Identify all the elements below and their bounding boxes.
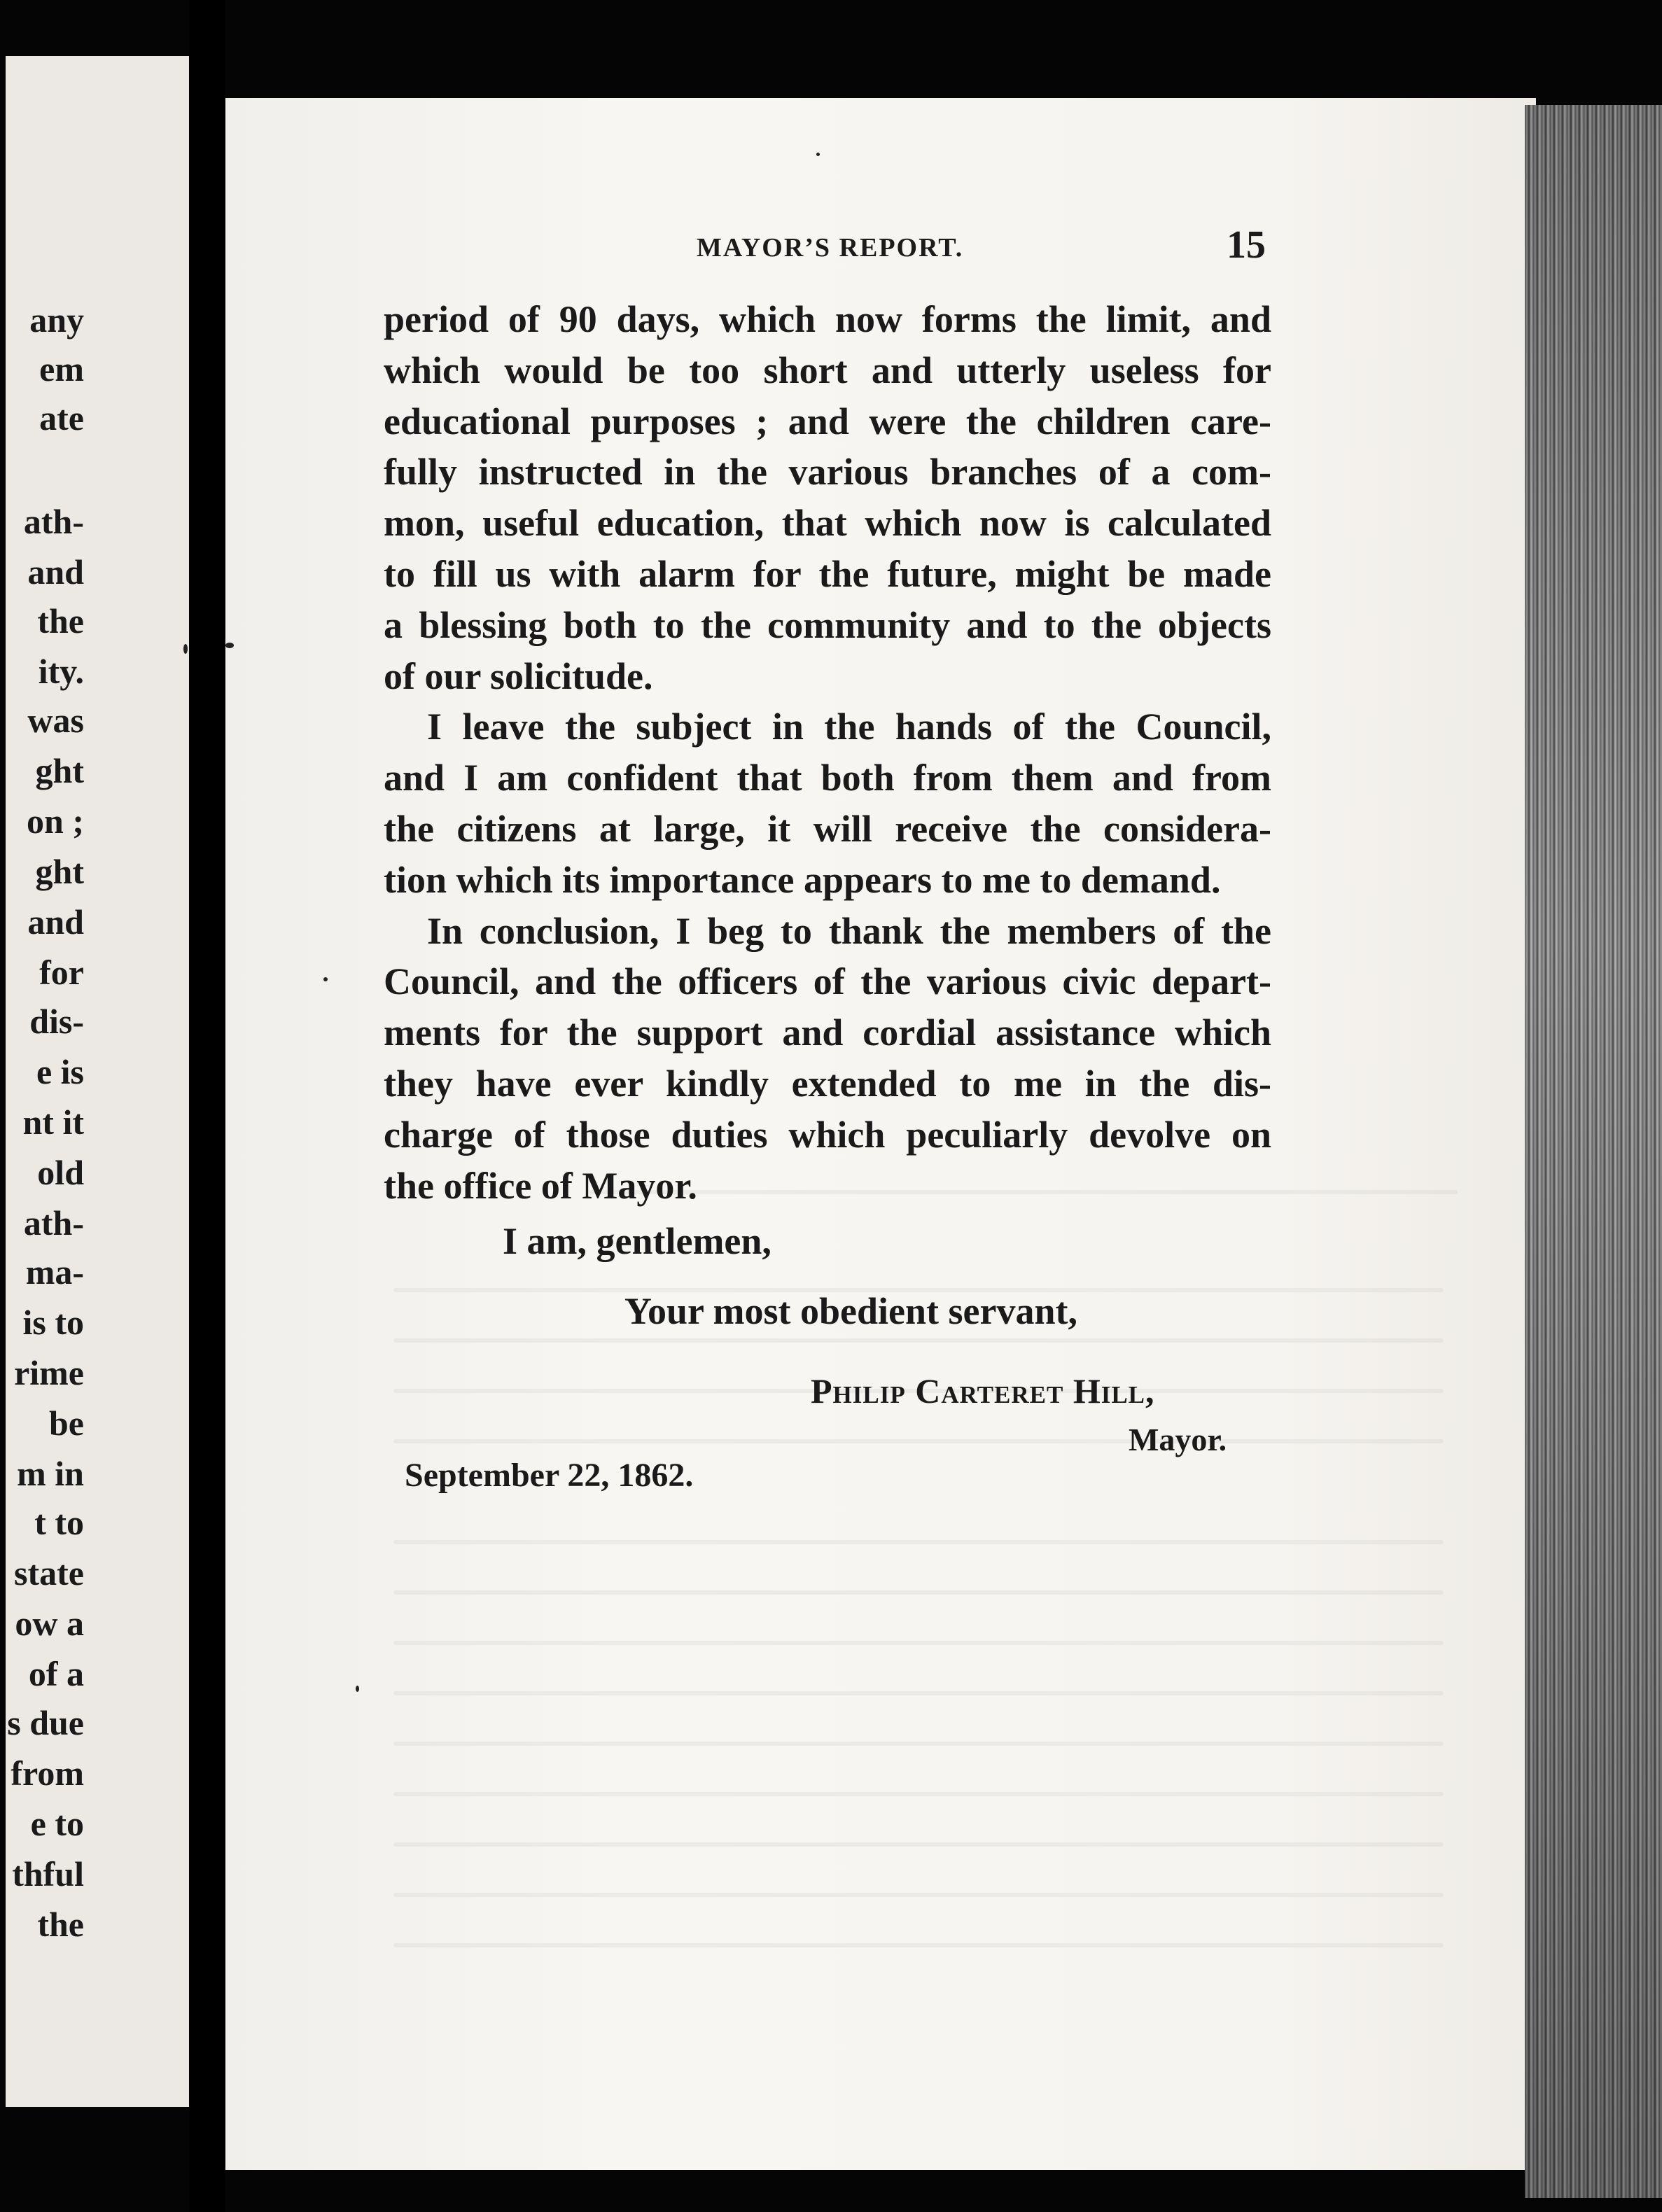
- left-fragment: ate: [39, 398, 84, 438]
- left-fragment: is to: [22, 1303, 84, 1342]
- text-line: to fill us with alarm for the future, might be made: [384, 552, 1271, 595]
- left-fragment: the: [37, 1905, 84, 1944]
- date-line: September 22, 1862.: [405, 1457, 694, 1494]
- left-fragment: the: [37, 601, 84, 640]
- page-number: 15: [1227, 223, 1266, 267]
- text-line: I leave the subject in the hands of the Council,: [427, 706, 1271, 748]
- text-line: of our solicitude.: [384, 654, 653, 697]
- body-text: [384, 294, 1271, 1211]
- margin-speck: [323, 977, 328, 981]
- left-fragment: e to: [30, 1804, 84, 1843]
- left-fragment: from: [11, 1754, 84, 1793]
- valediction: Your most obedient servant,: [624, 1290, 1077, 1332]
- text-line: ments for the support and cordial assistance which: [384, 1011, 1271, 1054]
- left-fragment: was: [27, 701, 84, 740]
- text-line: educational purposes ; and were the children care-: [384, 400, 1271, 442]
- text-line: In conclusion, I beg to thank the members of the: [427, 909, 1271, 952]
- text-line: fully instructed in the various branches of a com-: [384, 451, 1271, 493]
- text-line: the office of Mayor.: [384, 1164, 697, 1207]
- facing-page: [6, 56, 189, 2107]
- page-edge-shadow: [1525, 105, 1662, 2198]
- left-fragment: ath-: [23, 1203, 84, 1242]
- left-fragment: e is: [36, 1052, 84, 1091]
- signature-name: Philip Carteret Hill,: [811, 1371, 1155, 1410]
- left-fragment: ity.: [38, 652, 84, 691]
- margin-speck: [816, 153, 820, 156]
- left-fragment: for: [39, 953, 84, 992]
- text-line: mon, useful education, that which now is calculated: [384, 502, 1271, 545]
- text-line: and I am confident that both from them and from: [384, 757, 1271, 799]
- text-line: tion which its importance appears to me to demand.: [384, 858, 1221, 901]
- left-fragment: ma-: [25, 1252, 84, 1292]
- left-fragment: be: [49, 1404, 84, 1443]
- left-fragment: of a: [28, 1654, 84, 1693]
- left-fragment: and: [27, 902, 84, 941]
- text-line: Council, and the officers of the various civic depart-: [384, 960, 1271, 1003]
- margin-speck: [225, 643, 234, 648]
- text-line: a blessing both to the community and to the objects: [384, 603, 1271, 646]
- margin-speck: [356, 1686, 359, 1692]
- left-fragment: ght: [35, 852, 84, 891]
- left-fragment: ght: [35, 751, 84, 790]
- text-line: charge of those duties which peculiarly devolve on: [384, 1113, 1271, 1156]
- left-fragment: any: [29, 300, 84, 340]
- left-fragment: ath-: [23, 502, 84, 541]
- left-fragment: dis-: [29, 1002, 84, 1041]
- left-fragment: rime: [14, 1353, 84, 1392]
- left-fragment: em: [39, 349, 84, 388]
- left-fragment: nt it: [22, 1102, 84, 1142]
- left-fragment: on ;: [27, 802, 84, 841]
- margin-speck: [183, 644, 188, 654]
- running-head: MAYOR’S REPORT.: [697, 233, 964, 262]
- text-line: the citizens at large, it will receive the considera-: [384, 807, 1271, 850]
- left-fragment: old: [37, 1153, 84, 1192]
- left-fragment: s due: [7, 1703, 84, 1742]
- left-fragment: and: [27, 552, 84, 592]
- left-fragment: m in: [17, 1454, 84, 1493]
- signature-title: Mayor.: [1129, 1422, 1227, 1457]
- left-fragment: thful: [12, 1854, 84, 1893]
- left-fragment: t to: [34, 1503, 84, 1542]
- text-line: they have ever kindly extended to me in the dis-: [384, 1062, 1271, 1105]
- text-line: which would be too short and utterly useless for: [384, 349, 1271, 391]
- book-gutter: [189, 0, 225, 2212]
- text-line: period of 90 days, which now forms the limit, and: [384, 298, 1271, 340]
- salutation: I am, gentlemen,: [503, 1220, 771, 1262]
- left-fragment: state: [14, 1553, 84, 1592]
- left-fragment: ow a: [15, 1604, 84, 1643]
